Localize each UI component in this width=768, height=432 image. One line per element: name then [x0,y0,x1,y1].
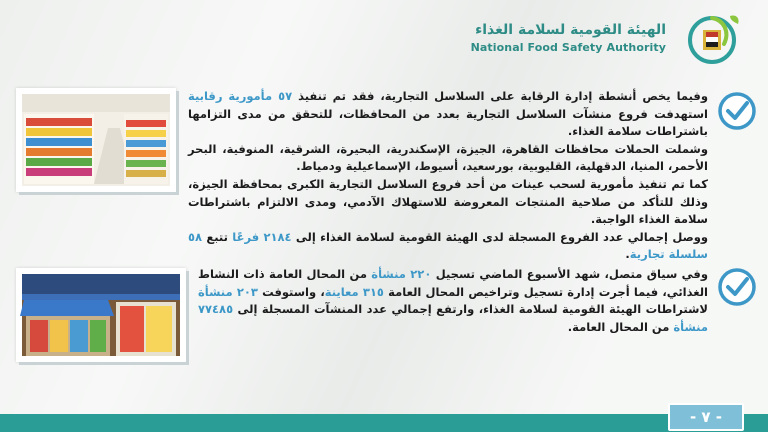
text-run: كما تم تنفيذ مأمورية لسحب عينات من أحد فروع السلاسل التجارية الكبرى بمحافظة الجيزة، وذلك للتأكد من صلاحية المنتجات المعروضة للاستهلاك الآدمي، ومدى الالتزام باشتراطات سلامة الغذاء الواجبة. [188,176,708,227]
check-icon [716,90,758,132]
shop-photo [16,268,186,362]
check-icon [716,266,758,308]
header [406,8,746,68]
text-run: لاشتراطات الهيئة القومية لسلامة الغذاء، وارتفع إجمالي عدد المنشآت المسجلة إلى [233,302,708,317]
text-run: وفيما يخص أنشطة إدارة الرقابة على السلاسل التجارية، فقد تم تنفيذ [292,89,708,103]
highlighted-figure: ٧٧٤٨٥ منشأة [198,302,708,334]
text-run: وفي سياق متصل، شهد الأسبوع الماضي تسجيل [431,267,708,281]
paragraph [198,266,708,336]
footer [0,400,768,432]
section-public-shops [0,264,768,380]
shelves-left [24,114,94,184]
highlighted-figure: ٥٧ مأمورية رقابية [188,89,293,103]
section2-text [198,266,708,336]
text-run: . [625,247,630,262]
highlighted-figure: ٢٠٣ منشأة [198,284,258,299]
paragraph [188,141,708,176]
highlighted-figure: ٥٨ سلسلة تجارية [188,229,708,262]
text-run: وشملت الحملات محافظات القاهرة، الجيزة، الإسكندرية، البحيرة، الشرقية، المنوفية، البحر الأحمر، المنيا، الدقهلية، القليوبية، بورسعيد، أسيوط، الإسماعيلية ودمياط. [188,141,708,174]
section1-text [188,88,708,264]
nfsa-logo [678,10,746,66]
text-run: من المحال العامة ذات النشاط الغذائي، فيما أجرت إدارة تسجيل وتراخيص المحال العامة [198,267,708,299]
highlighted-figure: ٢١٨٤ فرعًا [232,229,292,244]
paragraph [188,176,708,229]
text-run: ووصل إجمالي عدد الفروع المسجلة لدى الهيئة القومية لسلامة الغذاء إلى [291,229,708,244]
text-run: تتبع [202,229,233,244]
highlighted-figure: ٣١٥ معاينة [324,284,384,299]
paragraph [188,88,708,141]
authority-name-arabic: الهيئة القومية لسلامة الغذاء [475,22,666,38]
paragraph [188,229,708,264]
highlighted-figure: ٢٢٠ منشأة [371,267,432,281]
section-commercial-chains [0,84,768,262]
text-run: ، واستوفت [257,284,325,299]
page-number: - ٧ - [668,403,744,431]
footer-band [0,414,768,432]
text-run: من المحال العامة. [567,319,674,334]
supermarket-photo [16,88,176,192]
authority-name-english: National Food Safety Authority [470,41,666,54]
text-run: استهدفت فروع منشآت السلاسل التجارية بعدد من المحافظات، للتحقق من مدى التزامها باشتراطات سلامة الغذاء. [188,106,708,139]
